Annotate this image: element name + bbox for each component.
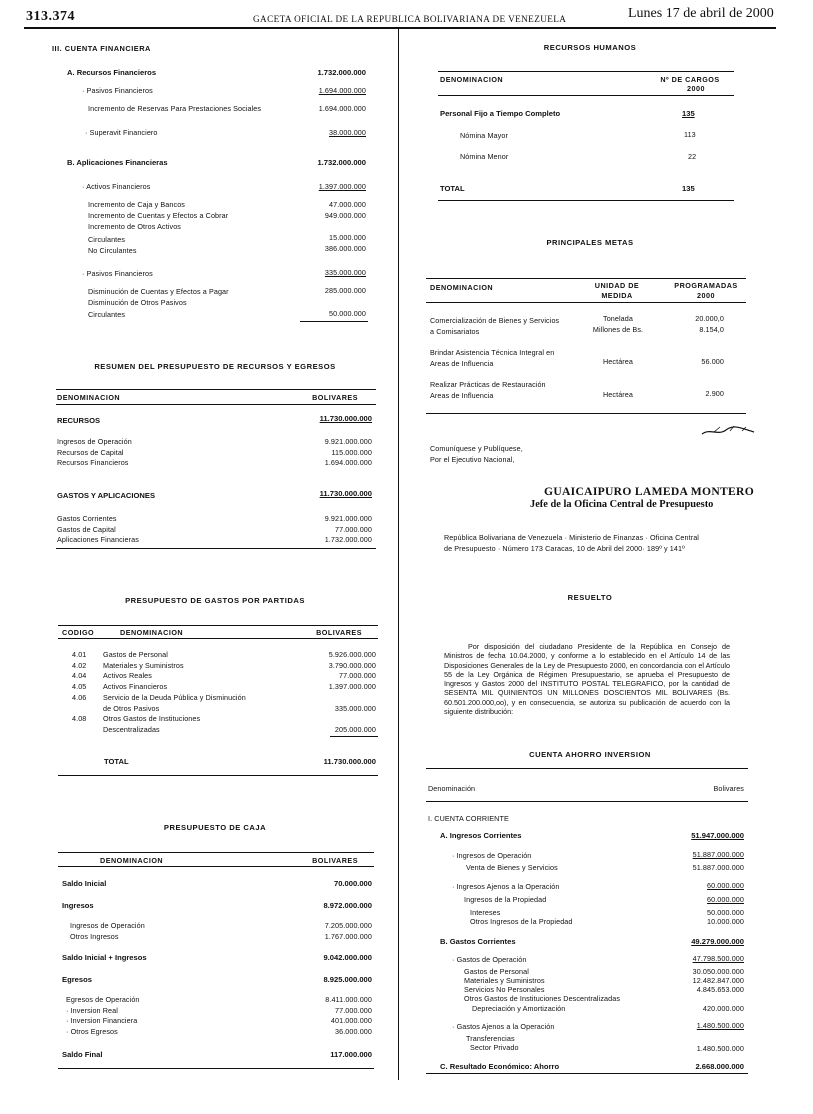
circulantes2-label: Circulantes: [88, 310, 126, 319]
ing-operacion-value: 51.887.000.000: [692, 850, 744, 859]
resumen-recursos-value: 11.730.000.000: [319, 414, 372, 423]
resumen-col-denominacion: DENOMINACION: [57, 393, 121, 402]
metas-header-rule: [426, 302, 746, 303]
ing-operacion-label: · Ingresos de Operación: [452, 851, 532, 860]
ahorro-col-bolivares: Bolivares: [713, 784, 744, 793]
no-circulantes-value: 386.000.000: [324, 244, 366, 253]
meta1-value1: 20.000,0: [695, 314, 724, 323]
partida-code: 4.02: [72, 660, 87, 670]
gazette-date: Lunes 17 de abril de 2000: [628, 6, 774, 21]
caja-egreso-value: 401.000.000: [330, 1016, 372, 1026]
sector-privado-label: Sector Privado: [470, 1043, 519, 1052]
materiales-value: 12.482.847.000: [692, 976, 744, 985]
resolution-body: Por disposición del ciudadano Presidente de la República en Consejo de Ministros de fecha 10.04.2000, y conforme a lo establecido en el Artículo 14 de las Disposiciones Generales de la Ley de Presupuesto 2000, en concordancia con el Artículo 55 de la Ley Orgánica de Régimen Presupuestario, se aprueba el Presupuesto de Ingresos y Gastos 2000 del INSTITUTO POSTAL TELEGRAFICO, por la cantidad de SESENTA MIL QUINIENTOS UN MILLONES DOSCIENTOS MIL BOLIVARES (Bs. 60.501.200.000,oo), y en consecuencia, se autoriza su publicación de acuerdo con la siguiente distribución:: [444, 642, 730, 717]
ingresos-corrientes-label: A. Ingresos Corrientes: [440, 831, 522, 840]
signatory-name: GUAICAIPURO LAMEDA MONTERO: [544, 485, 755, 498]
venta-value: 51.887.000.000: [692, 863, 744, 872]
por-ejecutivo: Por el Ejecutivo Nacional,: [430, 455, 515, 464]
meta1-unit2: Millones de Bs.: [592, 325, 644, 334]
ahorro-col-denominacion: Denominación: [428, 784, 476, 793]
metas-col-unidad: UNIDAD DE: [594, 281, 640, 290]
meta3-line2: Areas de Influencia: [430, 391, 494, 400]
activos-financieros-value: 1.397.000.000: [318, 182, 366, 191]
resumen-gastos-row-label: Gastos de Capital: [57, 524, 116, 534]
pasivos-financieros-value: 1.694.000.000: [318, 86, 366, 95]
metas-col-programadas: PROGRAMADAS: [674, 281, 738, 290]
incremento-caja-label: Incremento de Caja y Bancos: [88, 200, 185, 209]
resumen-recursos-row-label: Ingresos de Operación: [57, 437, 132, 446]
metas-col-denominacion: DENOMINACION: [430, 283, 494, 292]
caja-end-rule: [58, 1068, 374, 1069]
cuenta-financiera-end-rule: [300, 321, 368, 322]
incremento-cuentas-label: Incremento de Cuentas y Efectos a Cobrar: [88, 211, 229, 220]
partidas-col-denominacion: DENOMINACION: [120, 628, 184, 637]
aplicaciones-financieras-value: 1.732.000.000: [317, 158, 366, 167]
meta3-value: 2.900: [705, 389, 724, 398]
page-number: 313.374: [26, 9, 75, 24]
resolution-ref-line2: de Presupuesto · Número 173 Caracas, 10 de Abril del 2000· 189º y 141º: [444, 544, 685, 553]
partida-label: Descentralizadas: [103, 724, 160, 734]
caja-egreso-value: 77.000.000: [335, 1005, 372, 1015]
superavit-value: 38.000.000: [329, 128, 366, 137]
resumen-col-bolivares: BOLIVARES: [312, 393, 358, 402]
rrhh-header-rule: [438, 95, 734, 96]
otros-propiedad-label: Otros Ingresos de la Propiedad: [470, 917, 573, 926]
partida-code: 4.06: [72, 692, 87, 702]
disminucion-otros-label: Disminución de Otros Pasivos: [88, 298, 187, 307]
rrhh-total-value: 135: [682, 184, 695, 193]
rrhh-menor-label: Nómina Menor: [460, 152, 509, 161]
resumen-gastos-row-label: Gastos Corrientes: [57, 514, 117, 523]
gastos-personal-label: Gastos de Personal: [464, 967, 529, 976]
partidas-col-bolivares: BOLIVARES: [316, 628, 362, 637]
partida-label: Materiales y Suministros: [103, 660, 184, 670]
partida-value: 3.790.000.000: [328, 660, 376, 670]
depreciacion-label: Depreciación y Amortización: [472, 1004, 566, 1013]
caja-ingreso-value: 7.205.000.000: [324, 921, 372, 930]
partida-value: 1.397.000.000: [328, 682, 376, 692]
resumen-recursos-row-value: 9.921.000.000: [324, 437, 372, 446]
column-divider: [398, 28, 399, 1080]
caja-egreso-label: · Inversion Real: [66, 1005, 118, 1015]
gazette-title: GACETA OFICIAL DE LA REPUBLICA BOLIVARIANA DE VENEZUELA: [253, 14, 567, 24]
caja-top-rule: [58, 852, 374, 853]
resuelto-title: RESUELTO: [567, 593, 613, 602]
partidas-title: PRESUPUESTO DE GASTOS POR PARTIDAS: [125, 596, 305, 605]
superavit-label: · Superavit Financiero: [85, 128, 158, 137]
incremento-reservas-value: 1.694.000.000: [318, 104, 366, 113]
rrhh-personal-label: Personal Fijo a Tiempo Completo: [440, 109, 561, 118]
partida-label: Gastos de Personal: [103, 650, 168, 659]
saldo-final-value: 117.000.000: [330, 1050, 372, 1059]
caja-header-rule: [58, 866, 374, 867]
recursos-financieros-label: A. Recursos Financieros: [67, 68, 157, 77]
metas-col-medida: MEDIDA: [601, 291, 633, 300]
servicios-value: 4.845.653.000: [696, 985, 744, 994]
incremento-otros-activos-label: Incremento de Otros Activos: [88, 222, 181, 231]
circulantes-label: Circulantes: [88, 235, 126, 244]
partidas-total-label: TOTAL: [104, 757, 129, 766]
resumen-recursos-row-value: 115.000.000: [331, 447, 372, 457]
ing-ajenos-label: · Ingresos Ajenos a la Operación: [452, 882, 560, 891]
ing-propiedad-value: 60.000.000: [707, 895, 744, 904]
incremento-caja-value: 47.000.000: [329, 200, 366, 209]
resumen-gastos-value: 11.730.000.000: [319, 489, 372, 498]
depreciacion-value: 420.000.000: [702, 1004, 744, 1013]
caja-col-denominacion: DENOMINACION: [100, 856, 164, 865]
saldo-inicial-label: Saldo Inicial: [62, 879, 107, 888]
meta2-line2: Areas de Influencia: [430, 359, 494, 368]
partida-code: 4.08: [72, 714, 87, 724]
caja-egreso-label: Egresos de Operación: [66, 995, 140, 1004]
partida-label: Activos Financieros: [103, 682, 168, 692]
partidas-top-rule: [58, 625, 378, 626]
pasivos-financieros-label: · Pasivos Financieros: [82, 86, 153, 95]
comuniquese: Comuníquese y Publíquese,: [430, 444, 523, 453]
metas-title: PRINCIPALES METAS: [546, 238, 634, 247]
partida-label: Activos Reales: [103, 671, 152, 681]
partida-value: 5.926.000.000: [328, 650, 376, 659]
gastos-ajenos-value: 1.480.500.000: [696, 1021, 744, 1030]
caja-title: PRESUPUESTO DE CAJA: [163, 823, 267, 832]
rrhh-personal-value: 135: [682, 109, 695, 118]
otros-gastos-label: Otros Gastos de Instituciones Descentralizadas: [464, 994, 621, 1003]
caja-ingreso-label: Ingresos de Operación: [70, 921, 145, 930]
pasivos-financieros2-label: · Pasivos Financieros: [82, 269, 153, 278]
rrhh-end-rule: [438, 200, 734, 201]
partidas-end-rule: [58, 775, 378, 776]
disminucion-cuentas-value: 285.000.000: [324, 286, 366, 295]
partidas-header-rule: [58, 638, 378, 639]
partidas-total-value: 11.730.000.000: [323, 757, 376, 766]
gastos-corrientes-value: 49.279.000.000: [691, 937, 744, 946]
meta1-value2: 8.154,0: [699, 325, 724, 334]
rrhh-mayor-label: Nómina Mayor: [460, 131, 508, 140]
meta2-line1: Brindar Asistencia Técnica Integral en: [430, 348, 555, 357]
rrhh-menor-value: 22: [688, 152, 697, 161]
resumen-recursos-row-label: Recursos de Capital: [57, 447, 124, 457]
materiales-label: Materiales y Suministros: [464, 976, 545, 985]
disminucion-cuentas-label: Disminución de Cuentas y Efectos a Pagar: [88, 287, 229, 296]
circulantes2-value: 50.000.000: [329, 309, 366, 318]
resumen-gastos-row-value: 9.921.000.000: [324, 514, 372, 523]
saldo-mas-ingresos-value: 9.042.000.000: [323, 953, 372, 962]
rrhh-title: RECURSOS HUMANOS: [543, 43, 637, 52]
signatory-title: Jefe de la Oficina Central de Presupuesto: [530, 499, 714, 510]
resultado-ahorro-value: 2.668.000.000: [695, 1062, 744, 1071]
rrhh-col-year: 2000: [687, 84, 705, 93]
aplicaciones-financieras-label: B. Aplicaciones Financieras: [67, 158, 168, 167]
gastos-corrientes-label: B. Gastos Corrientes: [440, 937, 516, 946]
resumen-top-rule: [56, 389, 376, 390]
partida-value: 77.000.000: [339, 671, 376, 681]
saldo-final-label: Saldo Final: [62, 1050, 103, 1059]
gastos-operacion-label: · Gastos de Operación: [452, 955, 527, 964]
ahorro-header-rule: [426, 801, 748, 802]
rrhh-col-cargos: Nº DE CARGOS: [660, 75, 720, 84]
resumen-gastos-label: GASTOS Y APLICACIONES: [57, 491, 156, 500]
resumen-title: RESUMEN DEL PRESUPUESTO DE RECURSOS Y EGRESOS: [94, 362, 336, 371]
partida-label: de Otros Pasivos: [103, 703, 160, 713]
resumen-gastos-row-label: Aplicaciones Financieras: [57, 535, 139, 544]
transferencias-label: Transferencias: [466, 1034, 515, 1043]
caja-egreso-value: 36.000.000: [335, 1027, 372, 1037]
rrhh-col-denominacion: DENOMINACION: [440, 75, 504, 84]
partida-value: 335.000.000: [334, 703, 376, 713]
partidas-subtotal-rule: [330, 736, 378, 737]
incremento-reservas-label: Incremento de Reservas Para Prestaciones Sociales: [88, 104, 262, 113]
sector-privado-value: 1.480.500.000: [696, 1044, 744, 1053]
gastos-operacion-value: 47.798.500.000: [692, 954, 744, 963]
meta3-unit: Hectárea: [603, 390, 633, 399]
no-circulantes-label: No Circulantes: [88, 246, 137, 255]
gastos-personal-value: 30.050.000.000: [692, 967, 744, 976]
partida-label: Servicio de la Deuda Pública y Disminución: [103, 692, 246, 702]
resolution-ref-line1: República Bolivariana de Venezuela · Ministerio de Finanzas · Oficina Central: [444, 533, 699, 542]
ingresos-value: 8.972.000.000: [323, 901, 372, 910]
partida-label: Otros Gastos de Instituciones: [103, 714, 201, 724]
resumen-header-rule: [56, 404, 376, 405]
pasivos-financieros2-value: 335.000.000: [324, 268, 366, 277]
ahorro-top-rule: [426, 768, 748, 769]
caja-ingreso-label: Otros Ingresos: [70, 932, 119, 941]
metas-top-rule: [426, 278, 746, 279]
resumen-gastos-row-value: 1.732.000.000: [324, 535, 372, 544]
incremento-cuentas-value: 949.000.000: [324, 211, 366, 220]
caja-egreso-label: · Inversion Financiera: [66, 1016, 138, 1026]
signature-mark: [700, 422, 756, 438]
meta1-line1: Comercialización de Bienes y Servicios: [430, 316, 560, 325]
meta2-value: 56.000: [701, 357, 724, 366]
activos-financieros-label: · Activos Financieros: [82, 182, 151, 191]
caja-ingreso-value: 1.767.000.000: [324, 932, 372, 941]
resumen-recursos-row-value: 1.694.000.000: [324, 458, 372, 467]
rrhh-top-rule: [438, 71, 734, 72]
meta3-line1: Realizar Prácticas de Restauración: [430, 380, 546, 389]
recursos-financieros-value: 1.732.000.000: [317, 68, 366, 77]
ingresos-corrientes-value: 51.947.000.000: [691, 831, 744, 840]
ahorro-end-rule: [426, 1073, 748, 1074]
resumen-recursos-label: RECURSOS: [57, 416, 101, 425]
cuenta-financiera-title: III. CUENTA FINANCIERA: [52, 44, 151, 53]
resultado-ahorro-label: C. Resultado Económico: Ahorro: [440, 1062, 560, 1071]
caja-col-bolivares: BOLIVARES: [312, 856, 358, 865]
partida-value: 205.000.000: [334, 724, 376, 734]
resumen-gastos-row-value: 77.000.000: [335, 524, 372, 534]
venta-label: Venta de Bienes y Servicios: [466, 863, 558, 872]
caja-egreso-label: · Otros Egresos: [66, 1027, 118, 1037]
caja-egreso-value: 8.411.000.000: [325, 995, 372, 1004]
resumen-end-rule: [56, 548, 376, 549]
egresos-label: Egresos: [62, 975, 92, 984]
ingresos-label: Ingresos: [62, 901, 94, 910]
otros-propiedad-value: 10.000.000: [707, 917, 744, 926]
partida-code: 4.01: [72, 650, 87, 659]
meta1-unit1: Tonelada: [603, 314, 633, 323]
ing-propiedad-label: Ingresos de la Propiedad: [464, 895, 547, 904]
meta2-unit: Hectárea: [603, 357, 633, 366]
intereses-label: Intereses: [470, 908, 501, 917]
resumen-recursos-row-label: Recursos Financieros: [57, 458, 129, 467]
saldo-inicial-value: 70.000.000: [333, 879, 372, 888]
ahorro-title: CUENTA AHORRO INVERSION: [529, 750, 651, 759]
circulantes-value: 15.000.000: [329, 233, 366, 242]
saldo-mas-ingresos-label: Saldo Inicial + Ingresos: [62, 953, 147, 962]
intereses-value: 50.000.000: [707, 908, 744, 917]
gastos-ajenos-label: · Gastos Ajenos a la Operación: [452, 1022, 555, 1031]
partidas-col-codigo: CODIGO: [62, 628, 95, 637]
egresos-value: 8.925.000.000: [323, 975, 372, 984]
partida-code: 4.05: [72, 682, 87, 692]
header-rule: [24, 27, 776, 29]
rrhh-mayor-value: 113: [684, 130, 696, 139]
rrhh-total-label: TOTAL: [440, 184, 465, 193]
metas-end-rule: [426, 413, 746, 414]
meta1-line2: a Comisariatos: [430, 327, 480, 336]
metas-col-year: 2000: [697, 291, 715, 300]
servicios-label: Servicios No Personales: [464, 985, 545, 994]
ing-ajenos-value: 60.000.000: [707, 881, 744, 890]
cuenta-corriente-label: I. CUENTA CORRIENTE: [428, 814, 509, 823]
partida-code: 4.04: [72, 671, 87, 681]
